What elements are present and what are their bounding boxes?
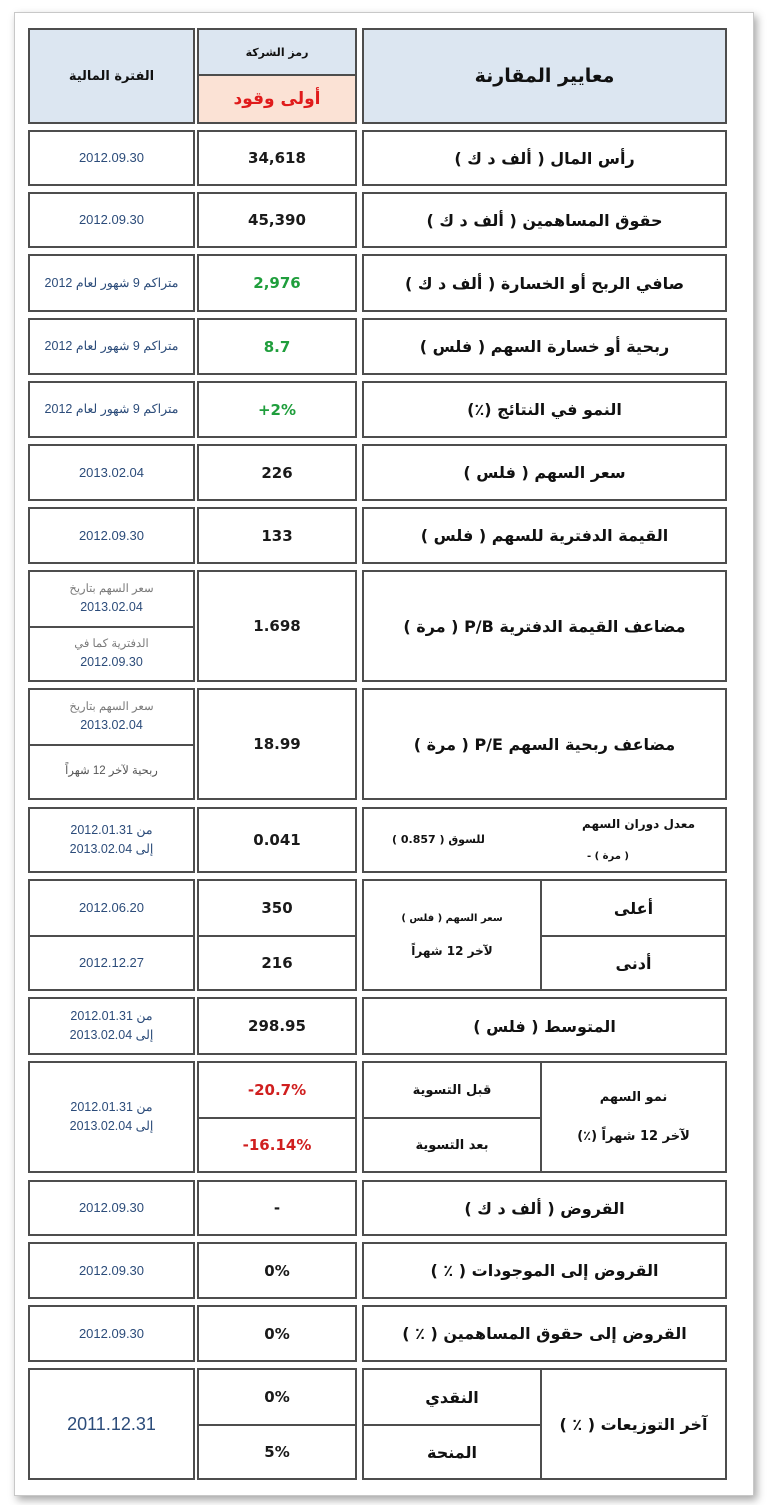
average-period-line1: من 2012.01.31 <box>70 1009 153 1024</box>
row-value: 0% <box>264 1324 290 1343</box>
low-period: 2012.12.27 <box>78 955 145 971</box>
pe-period-top-line1: سعر السهم بتاريخ <box>69 701 154 713</box>
pe-period-top-line2: 2013.02.04 <box>80 718 143 733</box>
growth-after-value: -16.14% <box>242 1136 312 1154</box>
row-label: رأس المال ( ألف د ك ) <box>454 148 635 168</box>
row-period: 2013.02.04 <box>78 464 145 480</box>
row-period: 2012.09.30 <box>78 527 145 543</box>
dividends-bonus-value: 5% <box>264 1443 290 1461</box>
pe-label: مضاعف ربحية السهم P/E ( مرة ) <box>413 734 676 754</box>
row-value: 226 <box>261 463 293 482</box>
row-period: 2012.09.30 <box>78 212 145 228</box>
growth-before-value: -20.7% <box>247 1081 307 1099</box>
row-label: القروض إلى حقوق المساهمين ( ٪ ) <box>402 1324 687 1343</box>
row-value: 34,618 <box>248 149 306 167</box>
row-label: ربحية أو خسارة السهم ( فلس ) <box>419 337 670 356</box>
row-value: +2% <box>257 400 297 419</box>
high-low-mid-line2: لآخر 12 شهراً <box>411 943 493 958</box>
pb-period-bottom-line1: الدفترية كما في <box>74 638 149 650</box>
dividends-label: آخر التوزيعات ( ٪ ) <box>559 1414 708 1434</box>
average-value: 298.95 <box>248 1017 306 1035</box>
row-period: 2012.09.30 <box>78 150 145 166</box>
high-label: أعلى <box>613 898 654 918</box>
growth-before-label: قبل التسوية <box>412 1082 492 1098</box>
header-criteria: معايير المقارنة <box>474 65 615 87</box>
row-label: حقوق المساهمين ( ألف د ك ) <box>426 210 663 230</box>
pb-period-bottom-line2: 2012.09.30 <box>80 655 143 670</box>
row-label: النمو في النتائج (٪) <box>467 400 622 419</box>
row-value: - <box>273 1199 281 1217</box>
growth-after-label: بعد التسوية <box>415 1137 489 1153</box>
header-company-box <box>197 28 357 124</box>
row-period: 2012.09.30 <box>78 1200 145 1216</box>
high-period: 2012.06.20 <box>78 900 145 916</box>
row-label: صافي الربح أو الخسارة ( ألف د ك ) <box>404 273 685 293</box>
growth-label-line2: لآخر 12 شهراً (٪) <box>577 1129 690 1144</box>
growth-period-line1: من 2012.01.31 <box>70 1100 153 1115</box>
row-value: 8.7 <box>263 337 291 356</box>
row-label: القروض إلى الموجودات ( ٪ ) <box>430 1261 659 1280</box>
average-period-line2: إلى 2013.02.04 <box>69 1028 154 1042</box>
turnover-label-line1: معدل دوران السهم <box>582 817 695 831</box>
pb-period-top-line2: 2013.02.04 <box>80 600 143 615</box>
pb-period-top-line1: سعر السهم بتاريخ <box>69 583 154 595</box>
pb-label: مضاعف القيمة الدفترية P/B ( مرة ) <box>403 616 686 636</box>
average-label: المتوسط ( فلس ) <box>473 1016 616 1036</box>
dividends-period: 2011.12.31 <box>67 1413 156 1434</box>
row-value: 0% <box>264 1261 290 1280</box>
turnover-label-market: للسوق ( 0.857 ) <box>392 833 485 846</box>
row-period: متراكم 9 شهور لعام 2012 <box>44 275 179 290</box>
header-criteria-box <box>362 28 727 124</box>
pe-period-bottom: ربحية لآخر 12 شهراً <box>65 765 158 778</box>
header-company-code-label: رمز الشركة <box>245 45 309 59</box>
turnover-period-line2: إلى 2013.02.04 <box>69 842 154 856</box>
header-company-name: أولى وقود <box>233 89 321 109</box>
row-period: متراكم 9 شهور لعام 2012 <box>44 402 179 417</box>
dividends-cash-value: 0% <box>264 1388 290 1406</box>
row-period: 2012.09.30 <box>78 1262 145 1278</box>
turnover-label-line2: ( مرة ) - <box>586 851 629 862</box>
dividends-cash-label: النقدي <box>425 1387 479 1407</box>
turnover-period-line1: من 2012.01.31 <box>70 823 153 838</box>
low-value: 216 <box>261 954 293 972</box>
row-label: سعر السهم ( فلس ) <box>463 463 626 482</box>
growth-label-line1: نمو السهم <box>599 1090 668 1105</box>
row-period: 2012.09.30 <box>78 1325 145 1341</box>
growth-period-line2: إلى 2013.02.04 <box>69 1119 154 1133</box>
pb-value: 1.698 <box>253 617 301 635</box>
pe-value: 18.99 <box>253 735 301 753</box>
row-label: القيمة الدفترية للسهم ( فلس ) <box>420 526 669 545</box>
dividends-bonus-label: المنحة <box>427 1442 477 1462</box>
row-value: 2,976 <box>253 274 301 292</box>
header-period: الفترة المالية <box>68 68 155 84</box>
row-value: 133 <box>261 526 293 545</box>
low-label: أدنى <box>615 953 652 973</box>
row-value: 45,390 <box>248 211 306 229</box>
header-period-box <box>28 28 195 124</box>
high-low-mid-line1: سعر السهم ( فلس ) <box>401 912 503 924</box>
high-value: 350 <box>261 899 293 917</box>
row-period: متراكم 9 شهور لعام 2012 <box>44 339 179 354</box>
row-label: القروض ( ألف د ك ) <box>464 1198 625 1218</box>
turnover-value: 0.041 <box>253 831 301 849</box>
